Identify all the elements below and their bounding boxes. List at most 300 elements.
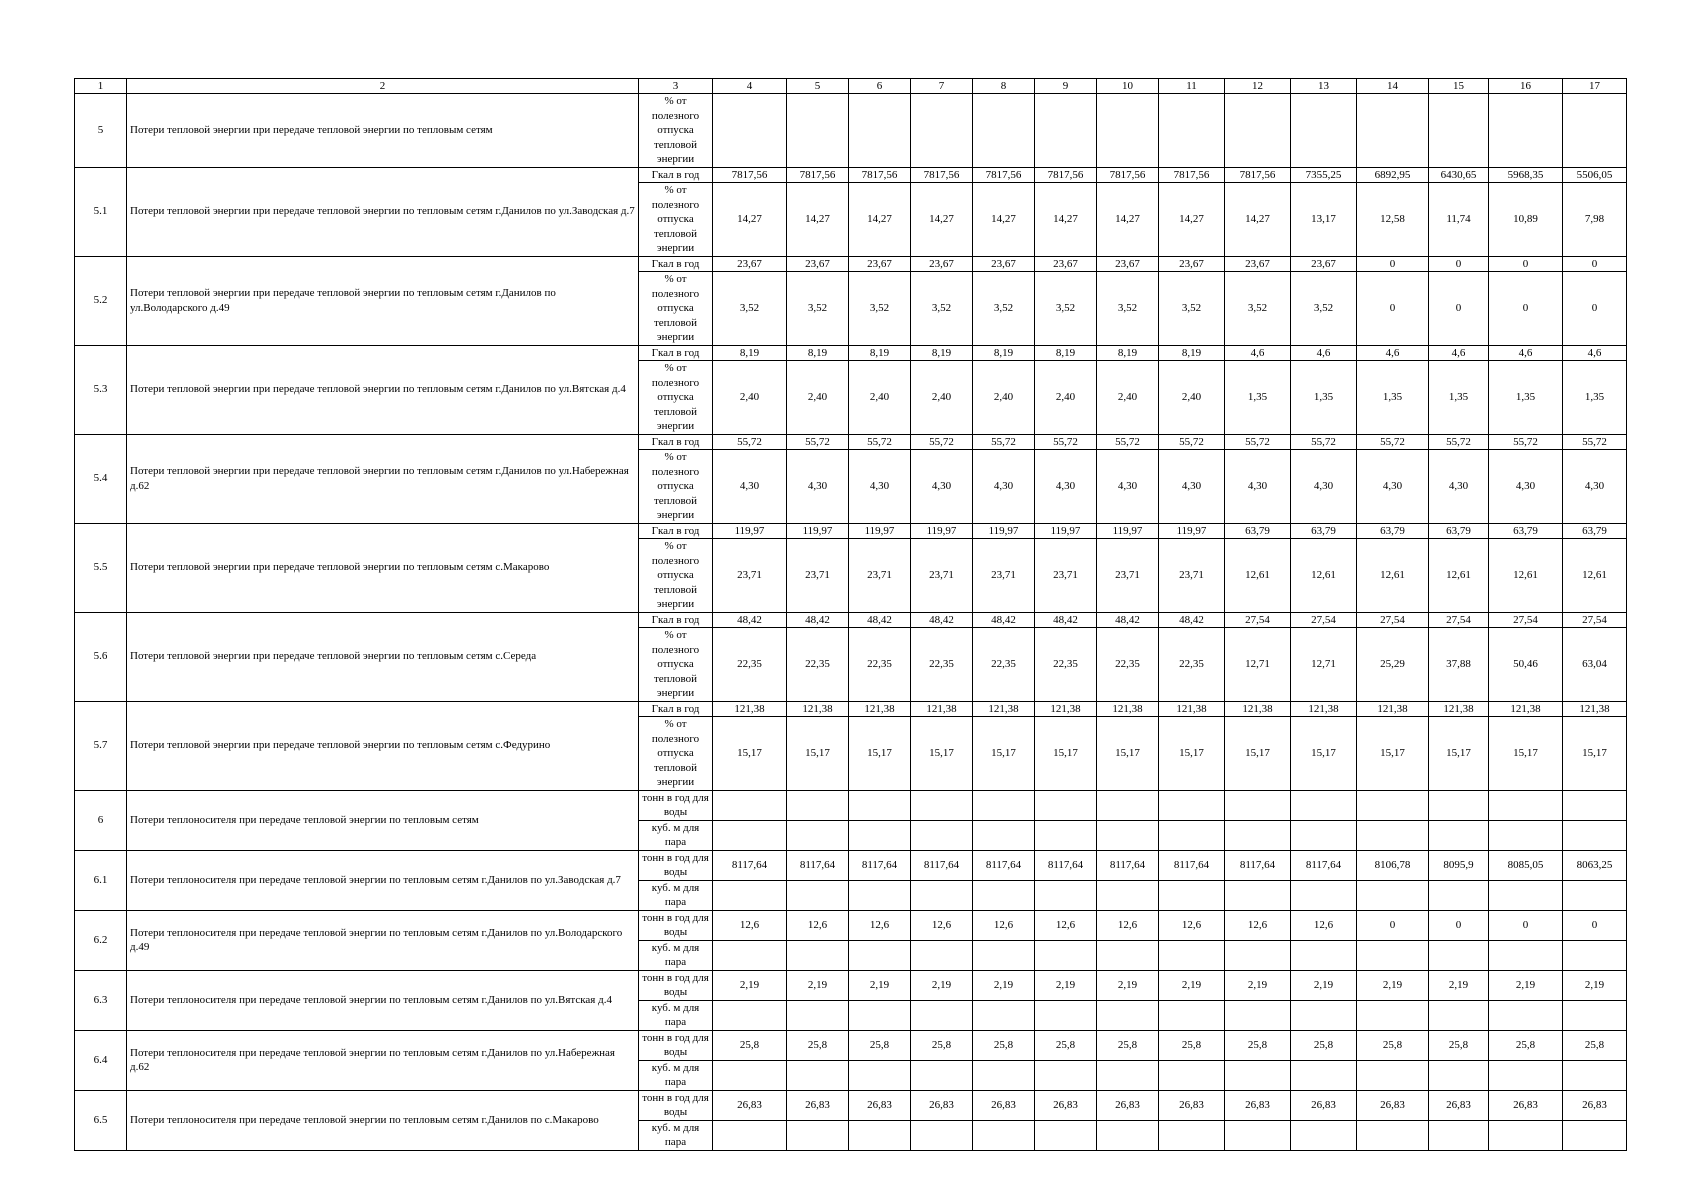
value-cell xyxy=(1097,790,1159,820)
value-cell: 4,6 xyxy=(1489,345,1563,361)
value-cell: 4,30 xyxy=(1097,450,1159,524)
value-cell: 4,30 xyxy=(1225,450,1291,524)
value-cell: 12,71 xyxy=(1291,628,1357,702)
value-cell xyxy=(787,940,849,970)
row-description: Потери тепловой энергии при передаче тепловой энергии по тепловым сетям г.Данилов по ул.Вятская д.4 xyxy=(127,345,639,434)
value-cell: 4,30 xyxy=(1357,450,1429,524)
row-description: Потери теплоносителя при передаче тепловой энергии по тепловым сетям г.Данилов по ул.Вятская д.4 xyxy=(127,970,639,1030)
value-cell: 8106,78 xyxy=(1357,850,1429,880)
value-cell: 23,71 xyxy=(1035,539,1097,613)
value-cell xyxy=(1357,94,1429,168)
value-cell: 25,8 xyxy=(787,1030,849,1060)
value-cell: 119,97 xyxy=(1159,523,1225,539)
value-cell: 8117,64 xyxy=(1097,850,1159,880)
value-cell xyxy=(1429,1060,1489,1090)
value-cell: 8117,64 xyxy=(713,850,787,880)
value-cell: 48,42 xyxy=(973,612,1035,628)
value-cell: 3,52 xyxy=(713,272,787,346)
value-cell: 23,67 xyxy=(1159,256,1225,272)
unit-cell: Гкал в год xyxy=(639,256,713,272)
value-cell: 26,83 xyxy=(713,1090,787,1120)
value-cell: 2,19 xyxy=(713,970,787,1000)
value-cell: 11,74 xyxy=(1429,183,1489,257)
value-cell: 23,67 xyxy=(1225,256,1291,272)
value-cell: 7817,56 xyxy=(713,167,787,183)
value-cell: 1,35 xyxy=(1563,361,1627,435)
unit-cell: тонн в год для воды xyxy=(639,1030,713,1060)
value-cell: 1,35 xyxy=(1429,361,1489,435)
row-number: 6.1 xyxy=(75,850,127,910)
value-cell: 15,17 xyxy=(1429,717,1489,791)
value-cell xyxy=(1489,820,1563,850)
value-cell xyxy=(1097,1000,1159,1030)
value-cell: 121,38 xyxy=(1429,701,1489,717)
value-cell: 25,29 xyxy=(1357,628,1429,702)
value-cell xyxy=(973,820,1035,850)
value-cell: 121,38 xyxy=(1563,701,1627,717)
unit-cell: куб. м для пара xyxy=(639,820,713,850)
value-cell xyxy=(1357,940,1429,970)
value-cell: 3,52 xyxy=(973,272,1035,346)
value-cell: 48,42 xyxy=(1035,612,1097,628)
value-cell: 0 xyxy=(1563,256,1627,272)
table-row xyxy=(75,256,1627,272)
value-cell: 2,40 xyxy=(1097,361,1159,435)
value-cell: 15,17 xyxy=(1291,717,1357,791)
value-cell: 2,19 xyxy=(1225,970,1291,1000)
value-cell xyxy=(1097,1120,1159,1150)
header-cell: 2 xyxy=(127,79,639,94)
value-cell: 7817,56 xyxy=(1097,167,1159,183)
value-cell: 1,35 xyxy=(1225,361,1291,435)
row-description: Потери теплоносителя при передаче тепловой энергии по тепловым сетям г.Данилов по с.Макарово xyxy=(127,1090,639,1150)
value-cell: 27,54 xyxy=(1563,612,1627,628)
value-cell xyxy=(1489,940,1563,970)
value-cell xyxy=(713,820,787,850)
value-cell: 0 xyxy=(1563,272,1627,346)
table-row xyxy=(75,910,1627,940)
value-cell: 14,27 xyxy=(849,183,911,257)
value-cell: 12,6 xyxy=(1035,910,1097,940)
value-cell: 2,40 xyxy=(787,361,849,435)
row-number: 6.3 xyxy=(75,970,127,1030)
value-cell xyxy=(973,790,1035,820)
value-cell xyxy=(1429,880,1489,910)
value-cell: 25,8 xyxy=(1097,1030,1159,1060)
value-cell xyxy=(1357,1060,1429,1090)
value-cell: 14,27 xyxy=(787,183,849,257)
value-cell: 2,19 xyxy=(787,970,849,1000)
value-cell xyxy=(1291,94,1357,168)
value-cell xyxy=(1489,1060,1563,1090)
value-cell: 2,40 xyxy=(973,361,1035,435)
value-cell: 10,89 xyxy=(1489,183,1563,257)
value-cell: 14,27 xyxy=(1035,183,1097,257)
section-row xyxy=(75,790,1627,820)
value-cell xyxy=(787,94,849,168)
value-cell xyxy=(1159,1000,1225,1030)
unit-cell: % от полезного отпуска тепловой энергии xyxy=(639,183,713,257)
value-cell: 121,38 xyxy=(1159,701,1225,717)
unit-cell: тонн в год для воды xyxy=(639,1090,713,1120)
value-cell: 1,35 xyxy=(1357,361,1429,435)
value-cell: 63,79 xyxy=(1291,523,1357,539)
value-cell xyxy=(1291,820,1357,850)
value-cell xyxy=(1225,1060,1291,1090)
value-cell: 119,97 xyxy=(973,523,1035,539)
value-cell: 15,17 xyxy=(1159,717,1225,791)
value-cell xyxy=(911,940,973,970)
value-cell: 26,83 xyxy=(1429,1090,1489,1120)
value-cell xyxy=(1429,94,1489,168)
value-cell: 55,72 xyxy=(1225,434,1291,450)
value-cell: 55,72 xyxy=(1159,434,1225,450)
value-cell: 25,8 xyxy=(1291,1030,1357,1060)
value-cell: 119,97 xyxy=(1097,523,1159,539)
value-cell: 12,6 xyxy=(849,910,911,940)
value-cell xyxy=(1429,940,1489,970)
value-cell: 15,17 xyxy=(1035,717,1097,791)
value-cell: 12,58 xyxy=(1357,183,1429,257)
header-cell: 1 xyxy=(75,79,127,94)
value-cell xyxy=(713,1060,787,1090)
value-cell: 55,72 xyxy=(849,434,911,450)
value-cell: 8,19 xyxy=(849,345,911,361)
value-cell: 63,79 xyxy=(1429,523,1489,539)
row-number: 5.5 xyxy=(75,523,127,612)
row-number: 5 xyxy=(75,94,127,168)
value-cell: 12,6 xyxy=(973,910,1035,940)
value-cell: 8063,25 xyxy=(1563,850,1627,880)
value-cell xyxy=(713,880,787,910)
value-cell xyxy=(1159,94,1225,168)
table-row xyxy=(75,167,1627,183)
value-cell xyxy=(713,1000,787,1030)
value-cell: 2,40 xyxy=(1035,361,1097,435)
value-cell: 2,40 xyxy=(849,361,911,435)
unit-cell: куб. м для пара xyxy=(639,940,713,970)
value-cell xyxy=(1159,1060,1225,1090)
value-cell: 2,19 xyxy=(911,970,973,1000)
row-description: Потери тепловой энергии при передаче тепловой энергии по тепловым сетям xyxy=(127,94,639,168)
value-cell: 4,30 xyxy=(973,450,1035,524)
value-cell xyxy=(849,1120,911,1150)
value-cell: 121,38 xyxy=(787,701,849,717)
value-cell: 4,30 xyxy=(849,450,911,524)
value-cell: 25,8 xyxy=(911,1030,973,1060)
value-cell xyxy=(1291,880,1357,910)
unit-cell: Гкал в год xyxy=(639,701,713,717)
row-description: Потери тепловой энергии при передаче тепловой энергии по тепловым сетям г.Данилов по ул.Заводская д.7 xyxy=(127,167,639,256)
value-cell: 4,6 xyxy=(1291,345,1357,361)
value-cell xyxy=(1097,940,1159,970)
value-cell: 63,79 xyxy=(1357,523,1429,539)
value-cell xyxy=(1429,820,1489,850)
value-cell: 121,38 xyxy=(1489,701,1563,717)
value-cell: 55,72 xyxy=(713,434,787,450)
value-cell: 55,72 xyxy=(787,434,849,450)
value-cell: 55,72 xyxy=(1291,434,1357,450)
unit-cell: тонн в год для воды xyxy=(639,790,713,820)
value-cell xyxy=(973,940,1035,970)
value-cell: 25,8 xyxy=(1429,1030,1489,1060)
value-cell xyxy=(1097,820,1159,850)
value-cell: 25,8 xyxy=(1489,1030,1563,1060)
header-cell: 5 xyxy=(787,79,849,94)
value-cell: 3,52 xyxy=(849,272,911,346)
value-cell: 26,83 xyxy=(1035,1090,1097,1120)
value-cell: 15,17 xyxy=(1489,717,1563,791)
value-cell xyxy=(1035,94,1097,168)
row-number: 6.4 xyxy=(75,1030,127,1090)
value-cell: 63,79 xyxy=(1225,523,1291,539)
value-cell: 25,8 xyxy=(713,1030,787,1060)
value-cell: 25,8 xyxy=(1225,1030,1291,1060)
value-cell xyxy=(1291,1000,1357,1030)
value-cell: 8117,64 xyxy=(1225,850,1291,880)
value-cell xyxy=(1429,1120,1489,1150)
value-cell: 5506,05 xyxy=(1563,167,1627,183)
value-cell: 23,67 xyxy=(973,256,1035,272)
value-cell xyxy=(1429,790,1489,820)
value-cell: 27,54 xyxy=(1429,612,1489,628)
header-cell: 4 xyxy=(713,79,787,94)
value-cell xyxy=(973,1000,1035,1030)
value-cell: 2,19 xyxy=(1429,970,1489,1000)
value-cell xyxy=(1489,880,1563,910)
value-cell xyxy=(1225,94,1291,168)
value-cell: 15,17 xyxy=(849,717,911,791)
value-cell xyxy=(1563,1120,1627,1150)
value-cell: 14,27 xyxy=(911,183,973,257)
value-cell: 119,97 xyxy=(849,523,911,539)
value-cell xyxy=(849,790,911,820)
table-row xyxy=(75,523,1627,539)
value-cell: 7817,56 xyxy=(1035,167,1097,183)
value-cell xyxy=(713,94,787,168)
value-cell: 12,6 xyxy=(911,910,973,940)
value-cell xyxy=(911,94,973,168)
value-cell: 26,83 xyxy=(973,1090,1035,1120)
value-cell: 23,71 xyxy=(973,539,1035,613)
value-cell: 27,54 xyxy=(1225,612,1291,628)
value-cell: 7817,56 xyxy=(787,167,849,183)
value-cell: 2,19 xyxy=(1291,970,1357,1000)
value-cell: 55,72 xyxy=(1489,434,1563,450)
value-cell xyxy=(973,880,1035,910)
row-description: Потери теплоносителя при передаче тепловой энергии по тепловым сетям xyxy=(127,790,639,850)
header-cell: 8 xyxy=(973,79,1035,94)
value-cell xyxy=(1097,1060,1159,1090)
value-cell: 6892,95 xyxy=(1357,167,1429,183)
value-cell: 14,27 xyxy=(1097,183,1159,257)
header-cell: 13 xyxy=(1291,79,1357,94)
row-number: 5.2 xyxy=(75,256,127,345)
header-cell: 10 xyxy=(1097,79,1159,94)
value-cell: 3,52 xyxy=(911,272,973,346)
value-cell: 121,38 xyxy=(1035,701,1097,717)
value-cell: 22,35 xyxy=(911,628,973,702)
value-cell: 4,30 xyxy=(1563,450,1627,524)
value-cell: 2,19 xyxy=(1097,970,1159,1000)
value-cell: 25,8 xyxy=(1159,1030,1225,1060)
unit-cell: куб. м для пара xyxy=(639,1120,713,1150)
value-cell: 4,30 xyxy=(911,450,973,524)
value-cell: 15,17 xyxy=(1097,717,1159,791)
value-cell: 7,98 xyxy=(1563,183,1627,257)
row-number: 5.3 xyxy=(75,345,127,434)
value-cell: 23,67 xyxy=(849,256,911,272)
header-cell: 11 xyxy=(1159,79,1225,94)
unit-cell: тонн в год для воды xyxy=(639,910,713,940)
header-cell: 6 xyxy=(849,79,911,94)
value-cell xyxy=(1489,94,1563,168)
value-cell: 25,8 xyxy=(1563,1030,1627,1060)
value-cell: 26,83 xyxy=(1563,1090,1627,1120)
value-cell xyxy=(1563,1060,1627,1090)
value-cell: 55,72 xyxy=(1097,434,1159,450)
value-cell xyxy=(1357,880,1429,910)
value-cell xyxy=(1357,820,1429,850)
value-cell: 3,52 xyxy=(1225,272,1291,346)
value-cell xyxy=(1225,1000,1291,1030)
value-cell: 4,6 xyxy=(1429,345,1489,361)
value-cell: 119,97 xyxy=(911,523,973,539)
value-cell: 55,72 xyxy=(973,434,1035,450)
value-cell: 8117,64 xyxy=(1159,850,1225,880)
value-cell: 3,52 xyxy=(1035,272,1097,346)
value-cell: 0 xyxy=(1489,256,1563,272)
value-cell: 0 xyxy=(1429,910,1489,940)
row-number: 6 xyxy=(75,790,127,850)
table-row xyxy=(75,612,1627,628)
value-cell: 12,61 xyxy=(1563,539,1627,613)
value-cell: 12,6 xyxy=(787,910,849,940)
row-number: 6.2 xyxy=(75,910,127,970)
row-description: Потери тепловой энергии при передаче тепловой энергии по тепловым сетям с.Федурино xyxy=(127,701,639,790)
value-cell: 27,54 xyxy=(1489,612,1563,628)
value-cell: 2,40 xyxy=(713,361,787,435)
value-cell: 121,38 xyxy=(713,701,787,717)
data-sheet xyxy=(74,78,1626,1148)
value-cell: 12,6 xyxy=(1159,910,1225,940)
value-cell: 12,61 xyxy=(1429,539,1489,613)
table-row xyxy=(75,850,1627,880)
unit-cell: % от полезного отпуска тепловой энергии xyxy=(639,628,713,702)
value-cell: 27,54 xyxy=(1291,612,1357,628)
value-cell: 23,67 xyxy=(1035,256,1097,272)
unit-cell: Гкал в год xyxy=(639,523,713,539)
value-cell: 119,97 xyxy=(1035,523,1097,539)
row-description: Потери тепловой энергии при передаче тепловой энергии по тепловым сетям г.Данилов по ул.Набережная д.62 xyxy=(127,434,639,523)
value-cell: 12,61 xyxy=(1291,539,1357,613)
value-cell: 55,72 xyxy=(1429,434,1489,450)
value-cell: 8117,64 xyxy=(973,850,1035,880)
value-cell: 4,30 xyxy=(787,450,849,524)
value-cell: 55,72 xyxy=(1563,434,1627,450)
value-cell xyxy=(787,1000,849,1030)
value-cell: 23,71 xyxy=(713,539,787,613)
value-cell xyxy=(1159,790,1225,820)
value-cell xyxy=(1225,790,1291,820)
value-cell xyxy=(1225,880,1291,910)
value-cell xyxy=(1291,790,1357,820)
value-cell xyxy=(713,790,787,820)
unit-cell: Гкал в год xyxy=(639,434,713,450)
value-cell: 22,35 xyxy=(849,628,911,702)
value-cell xyxy=(1563,940,1627,970)
value-cell: 26,83 xyxy=(1357,1090,1429,1120)
value-cell: 3,52 xyxy=(1291,272,1357,346)
unit-cell: тонн в год для воды xyxy=(639,850,713,880)
value-cell: 3,52 xyxy=(1097,272,1159,346)
value-cell: 0 xyxy=(1489,272,1563,346)
value-cell: 23,71 xyxy=(1097,539,1159,613)
value-cell: 2,19 xyxy=(1357,970,1429,1000)
value-cell: 12,61 xyxy=(1489,539,1563,613)
value-cell: 0 xyxy=(1357,272,1429,346)
value-cell xyxy=(1357,1000,1429,1030)
value-cell: 23,71 xyxy=(911,539,973,613)
value-cell: 121,38 xyxy=(1357,701,1429,717)
value-cell: 63,04 xyxy=(1563,628,1627,702)
unit-cell: куб. м для пара xyxy=(639,880,713,910)
value-cell: 23,71 xyxy=(1159,539,1225,613)
unit-cell: % от полезного отпуска тепловой энергии xyxy=(639,717,713,791)
value-cell: 15,17 xyxy=(1225,717,1291,791)
value-cell: 4,6 xyxy=(1225,345,1291,361)
value-cell xyxy=(911,1000,973,1030)
value-cell: 4,30 xyxy=(1429,450,1489,524)
value-cell: 8,19 xyxy=(713,345,787,361)
value-cell xyxy=(787,1060,849,1090)
value-cell xyxy=(1563,1000,1627,1030)
unit-cell: Гкал в год xyxy=(639,612,713,628)
value-cell xyxy=(849,94,911,168)
table-row xyxy=(75,434,1627,450)
value-cell xyxy=(911,880,973,910)
value-cell xyxy=(1429,1000,1489,1030)
value-cell: 12,61 xyxy=(1357,539,1429,613)
value-cell: 8117,64 xyxy=(787,850,849,880)
value-cell: 15,17 xyxy=(973,717,1035,791)
header-cell: 7 xyxy=(911,79,973,94)
value-cell: 7817,56 xyxy=(849,167,911,183)
value-cell: 15,17 xyxy=(911,717,973,791)
value-cell: 2,40 xyxy=(911,361,973,435)
row-number: 5.4 xyxy=(75,434,127,523)
value-cell: 26,83 xyxy=(849,1090,911,1120)
value-cell: 12,6 xyxy=(1225,910,1291,940)
value-cell xyxy=(1563,790,1627,820)
value-cell: 0 xyxy=(1357,910,1429,940)
value-cell: 25,8 xyxy=(849,1030,911,1060)
value-cell xyxy=(849,940,911,970)
section-row xyxy=(75,94,1627,168)
value-cell: 12,6 xyxy=(1291,910,1357,940)
header-cell: 17 xyxy=(1563,79,1627,94)
value-cell xyxy=(1563,820,1627,850)
table-row xyxy=(75,701,1627,717)
value-cell: 5968,35 xyxy=(1489,167,1563,183)
value-cell: 48,42 xyxy=(713,612,787,628)
value-cell: 8,19 xyxy=(787,345,849,361)
value-cell: 7355,25 xyxy=(1291,167,1357,183)
value-cell: 23,67 xyxy=(911,256,973,272)
header-cell: 15 xyxy=(1429,79,1489,94)
value-cell xyxy=(911,820,973,850)
value-cell xyxy=(911,1060,973,1090)
